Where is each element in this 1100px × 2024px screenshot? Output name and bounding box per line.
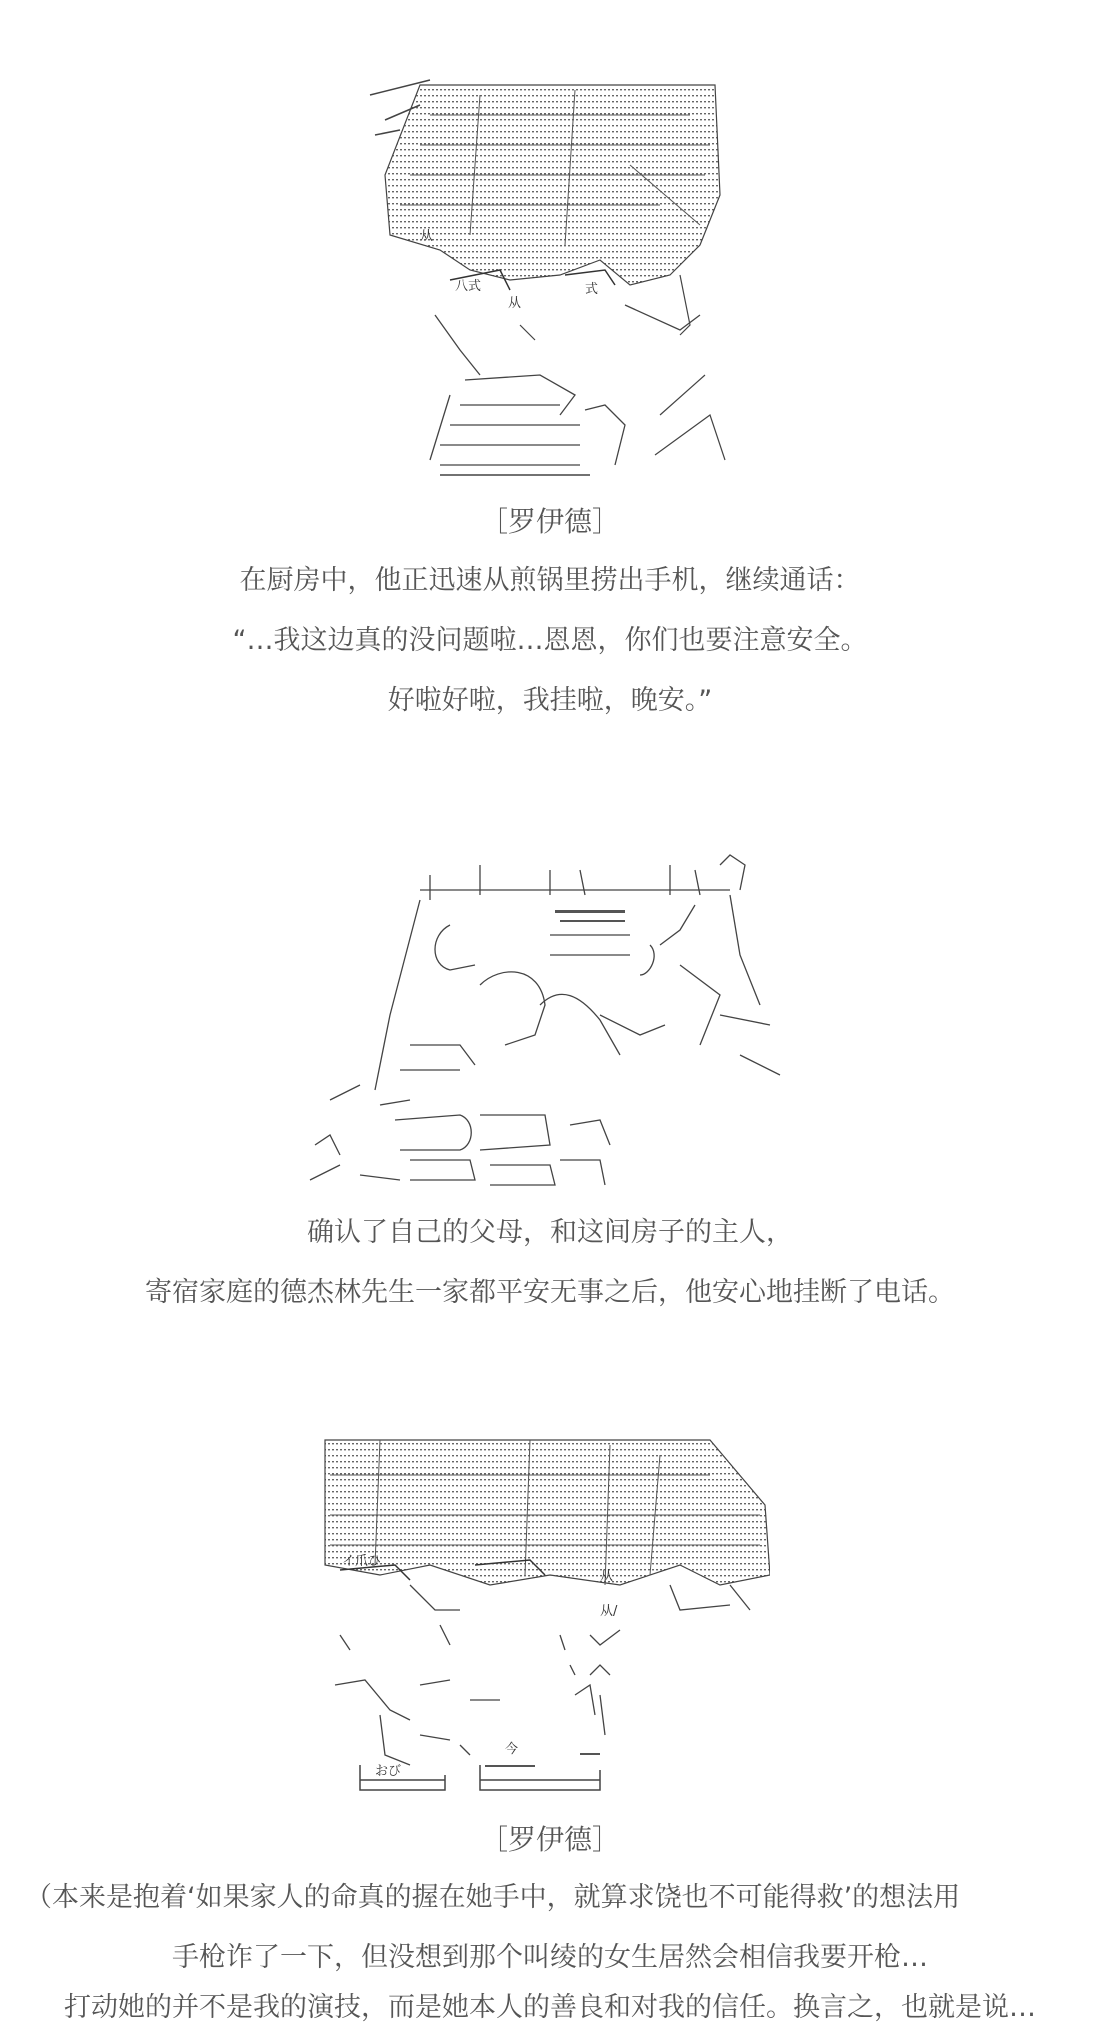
- art-label: 八式: [455, 279, 482, 294]
- monologue-line: 手枪诈了一下，但没想到那个叫绫的女生居然会相信我要开枪…: [172, 1942, 928, 1973]
- monologue-line: （本来是抱着‘如果家人的命真的握在她手中，就算求饶也不可能得救’的想法用: [25, 1882, 961, 1913]
- narration-line: 寄宿家庭的德杰林先生一家都平安无事之后，他安心地挂断了电话。: [145, 1277, 955, 1308]
- ascii-art-character-1: [360, 75, 730, 485]
- art-label: 今: [505, 1742, 519, 1757]
- narration-line: 确认了自己的父母，和这间房子的主人，: [307, 1217, 793, 1248]
- art-label: 从: [420, 229, 434, 244]
- narration-line: 在厨房中，他正迅速从煎锅里捞出手机，继续通话：: [239, 565, 861, 596]
- speaker-name: ［罗伊德］: [479, 505, 620, 538]
- art-label: 从: [600, 1569, 614, 1584]
- dialogue-line: 好啦好啦，我挂啦，晚安。”: [387, 685, 713, 716]
- ascii-art-character-2: [320, 1435, 770, 1800]
- art-label: イ爪ひ: [342, 1554, 382, 1569]
- speaker-name: ［罗伊德］: [479, 1823, 620, 1856]
- art-label: 从: [508, 296, 522, 311]
- art-label: 式: [585, 282, 599, 297]
- dialogue-line: “…我这边真的没问题啦…恩恩，你们也要注意安全。: [232, 625, 868, 656]
- art-label: 从/: [600, 1604, 618, 1619]
- ascii-art-phone-hand: [300, 845, 800, 1190]
- monologue-line: 打动她的并不是我的演技，而是她本人的善良和对我的信任。换言之，也就是说…: [64, 1992, 1036, 2023]
- art-label: おび: [375, 1764, 402, 1779]
